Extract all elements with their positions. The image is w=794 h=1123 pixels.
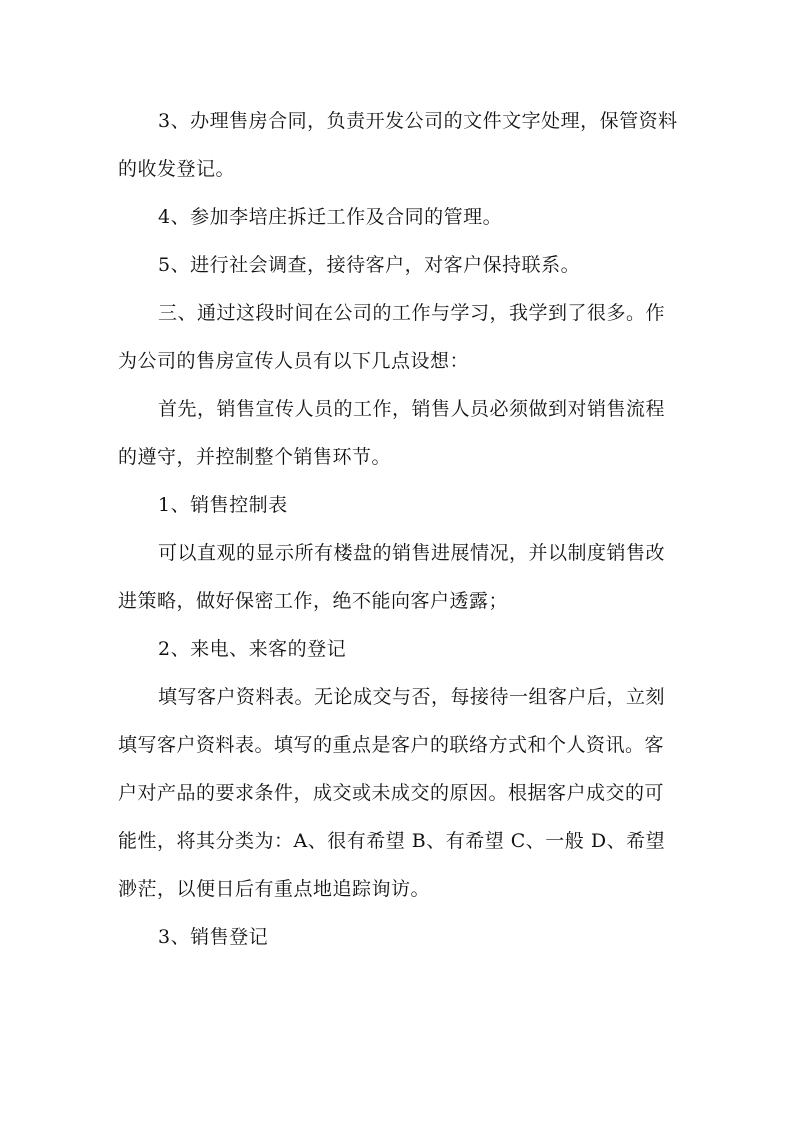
paragraph-contract-duties: 3、办理售房合同，负责开发公司的文件文字处理，保管资料的收发登记。 bbox=[118, 110, 678, 180]
paragraph-social-survey: 5、进行社会调查，接待客户，对客户保持联系。 bbox=[158, 254, 581, 276]
paragraph-sales-control-desc: 可以直观的显示所有楼盘的销售进展情况，并以制度销售改进策略，做好保密工作，绝不能向客户透露； bbox=[118, 542, 666, 612]
paragraph-customer-form: 填写客户资料表。无论成交与否，每接待一组客户后，立刻填写客户资料表。填写的重点是客户的联络方式和个人资讯。客户对产品的要求条件，成交或未成交的原因。根据客户成交的可能性，将其分类为：A、很有希望 B、有希望 C、一般 D、希望渺茫，以便日后有重点地追踪询访。 bbox=[118, 686, 666, 900]
heading-sales-register: 3、销售登记 bbox=[158, 926, 269, 948]
paragraph-first-point: 首先，销售宣传人员的工作，销售人员必须做到对销售流程的遵守，并控制整个销售环节。 bbox=[118, 398, 666, 468]
paragraph-section-three: 三、通过这段时间在公司的工作与学习，我学到了很多。作为公司的售房宣传人员有以下几点设想： bbox=[118, 302, 666, 372]
paragraph-demolition-work: 4、参加李培庄拆迁工作及合同的管理。 bbox=[158, 206, 503, 228]
heading-sales-control-table: 1、销售控制表 bbox=[158, 494, 288, 516]
heading-call-visit-register: 2、来电、来客的登记 bbox=[158, 638, 347, 660]
